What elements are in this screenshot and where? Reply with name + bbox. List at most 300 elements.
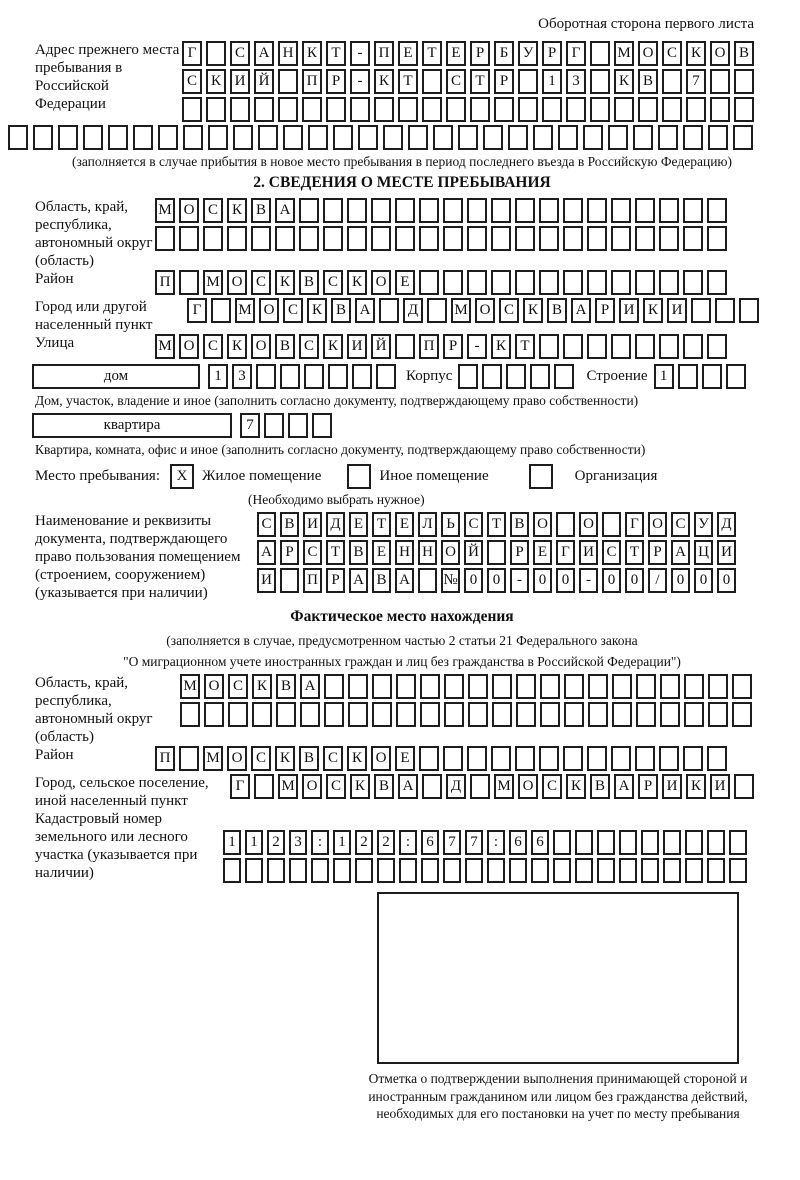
char-cell[interactable]: О [518, 774, 538, 799]
char-cell[interactable] [659, 746, 679, 771]
char-cell[interactable] [323, 226, 343, 251]
char-cell[interactable]: О [179, 334, 199, 359]
char-cell[interactable] [258, 125, 278, 150]
char-cell[interactable]: У [518, 41, 538, 66]
char-cell[interactable] [419, 198, 439, 223]
char-cell[interactable]: А [571, 298, 591, 323]
char-cell[interactable] [289, 858, 307, 883]
char-cell[interactable] [619, 858, 637, 883]
char-cell[interactable] [563, 226, 583, 251]
char-cell[interactable]: Г [230, 774, 250, 799]
char-cell[interactable]: 0 [717, 568, 736, 593]
char-cell[interactable] [446, 97, 466, 122]
stay-option-residential-checkbox[interactable]: X [170, 464, 194, 489]
char-cell[interactable] [256, 364, 276, 389]
char-cell[interactable] [333, 858, 351, 883]
char-cell[interactable]: С [303, 540, 322, 565]
char-cell[interactable] [233, 125, 253, 150]
char-cell[interactable] [223, 858, 241, 883]
char-cell[interactable] [283, 125, 303, 150]
char-cell[interactable] [487, 858, 505, 883]
char-cell[interactable]: 3 [566, 69, 586, 94]
char-cell[interactable] [179, 226, 199, 251]
char-cell[interactable]: 0 [464, 568, 483, 593]
char-cell[interactable]: Й [371, 334, 391, 359]
char-cell[interactable]: Г [625, 512, 644, 537]
char-cell[interactable]: 1 [333, 830, 351, 855]
char-cell[interactable] [467, 746, 487, 771]
char-cell[interactable] [588, 702, 608, 727]
char-cell[interactable] [708, 702, 728, 727]
char-cell[interactable]: Л [418, 512, 437, 537]
char-cell[interactable] [597, 858, 615, 883]
char-cell[interactable]: В [374, 774, 394, 799]
char-cell[interactable]: И [619, 298, 639, 323]
char-cell[interactable] [323, 198, 343, 223]
char-cell[interactable]: М [494, 774, 514, 799]
char-cell[interactable] [245, 858, 263, 883]
char-cell[interactable] [399, 858, 417, 883]
char-cell[interactable] [659, 226, 679, 251]
stay-option-other-checkbox[interactable] [347, 464, 371, 489]
char-cell[interactable] [684, 702, 704, 727]
char-cell[interactable] [275, 226, 295, 251]
char-cell[interactable]: 2 [267, 830, 285, 855]
char-cell[interactable]: Ь [441, 512, 460, 537]
char-cell[interactable]: - [579, 568, 598, 593]
char-cell[interactable] [587, 226, 607, 251]
char-cell[interactable]: Й [254, 69, 274, 94]
char-cell[interactable] [347, 198, 367, 223]
char-cell[interactable]: М [451, 298, 471, 323]
char-cell[interactable] [468, 702, 488, 727]
char-cell[interactable] [355, 858, 373, 883]
char-cell[interactable]: Д [403, 298, 423, 323]
char-cell[interactable]: 1 [223, 830, 241, 855]
char-cell[interactable]: В [547, 298, 567, 323]
char-cell[interactable] [208, 125, 228, 150]
char-cell[interactable]: П [419, 334, 439, 359]
char-cell[interactable] [590, 41, 610, 66]
char-cell[interactable] [491, 226, 511, 251]
char-cell[interactable]: О [371, 746, 391, 771]
char-cell[interactable]: И [662, 774, 682, 799]
char-cell[interactable] [482, 364, 502, 389]
char-cell[interactable] [350, 97, 370, 122]
char-cell[interactable]: С [251, 746, 271, 771]
char-cell[interactable]: С [464, 512, 483, 537]
char-cell[interactable] [420, 674, 440, 699]
char-cell[interactable] [433, 125, 453, 150]
char-cell[interactable]: К [347, 270, 367, 295]
char-cell[interactable] [539, 198, 559, 223]
char-cell[interactable]: С [203, 198, 223, 223]
char-cell[interactable]: К [307, 298, 327, 323]
char-cell[interactable] [304, 364, 324, 389]
char-cell[interactable]: Р [648, 540, 667, 565]
char-cell[interactable] [299, 226, 319, 251]
char-cell[interactable] [58, 125, 78, 150]
char-cell[interactable] [563, 746, 583, 771]
char-cell[interactable] [715, 298, 735, 323]
char-cell[interactable] [663, 830, 681, 855]
char-cell[interactable]: Н [278, 41, 298, 66]
char-cell[interactable] [312, 413, 332, 438]
char-cell[interactable]: Е [372, 540, 391, 565]
char-cell[interactable] [8, 125, 28, 150]
char-cell[interactable]: - [350, 41, 370, 66]
char-cell[interactable] [539, 226, 559, 251]
char-cell[interactable] [509, 858, 527, 883]
char-cell[interactable]: Р [326, 568, 345, 593]
char-cell[interactable] [254, 774, 274, 799]
char-cell[interactable] [614, 97, 634, 122]
char-cell[interactable] [575, 830, 593, 855]
char-cell[interactable]: Е [446, 41, 466, 66]
char-cell[interactable]: О [302, 774, 322, 799]
char-cell[interactable]: О [259, 298, 279, 323]
char-cell[interactable]: К [227, 334, 247, 359]
char-cell[interactable] [678, 364, 698, 389]
char-cell[interactable]: Т [470, 69, 490, 94]
char-cell[interactable]: 7 [443, 830, 461, 855]
char-cell[interactable] [683, 198, 703, 223]
char-cell[interactable] [587, 334, 607, 359]
char-cell[interactable] [444, 702, 464, 727]
char-cell[interactable]: К [275, 746, 295, 771]
char-cell[interactable] [635, 334, 655, 359]
char-cell[interactable] [491, 198, 511, 223]
char-cell[interactable]: 1 [654, 364, 674, 389]
char-cell[interactable]: 1 [208, 364, 228, 389]
char-cell[interactable] [563, 334, 583, 359]
char-cell[interactable]: Т [398, 69, 418, 94]
char-cell[interactable] [230, 97, 250, 122]
char-cell[interactable]: К [275, 270, 295, 295]
char-cell[interactable]: В [331, 298, 351, 323]
char-cell[interactable] [659, 334, 679, 359]
char-cell[interactable]: Т [625, 540, 644, 565]
char-cell[interactable]: П [155, 746, 175, 771]
char-cell[interactable] [587, 198, 607, 223]
char-cell[interactable]: Г [556, 540, 575, 565]
char-cell[interactable] [641, 830, 659, 855]
char-cell[interactable] [328, 364, 348, 389]
char-cell[interactable] [590, 69, 610, 94]
char-cell[interactable]: 6 [531, 830, 549, 855]
char-cell[interactable]: В [734, 41, 754, 66]
stay-option-organization-checkbox[interactable] [529, 464, 553, 489]
char-cell[interactable] [659, 198, 679, 223]
char-cell[interactable]: У [694, 512, 713, 537]
char-cell[interactable]: Т [326, 540, 345, 565]
char-cell[interactable] [227, 226, 247, 251]
char-cell[interactable] [554, 364, 574, 389]
char-cell[interactable] [733, 125, 753, 150]
char-cell[interactable]: 0 [487, 568, 506, 593]
char-cell[interactable] [710, 97, 730, 122]
char-cell[interactable] [458, 125, 478, 150]
char-cell[interactable]: С [499, 298, 519, 323]
char-cell[interactable]: Р [280, 540, 299, 565]
char-cell[interactable]: К [523, 298, 543, 323]
char-cell[interactable] [612, 702, 632, 727]
char-cell[interactable]: : [311, 830, 329, 855]
char-cell[interactable]: Е [533, 540, 552, 565]
char-cell[interactable] [515, 746, 535, 771]
char-cell[interactable] [183, 125, 203, 150]
char-cell[interactable]: В [275, 334, 295, 359]
char-cell[interactable] [602, 512, 621, 537]
char-cell[interactable] [467, 270, 487, 295]
char-cell[interactable] [458, 364, 478, 389]
char-cell[interactable]: И [667, 298, 687, 323]
char-cell[interactable] [396, 674, 416, 699]
char-cell[interactable] [660, 674, 680, 699]
char-cell[interactable] [611, 226, 631, 251]
char-cell[interactable]: В [299, 270, 319, 295]
char-cell[interactable] [204, 702, 224, 727]
char-cell[interactable] [540, 702, 560, 727]
char-cell[interactable] [211, 298, 231, 323]
char-cell[interactable] [348, 674, 368, 699]
char-cell[interactable]: Р [494, 69, 514, 94]
char-cell[interactable]: А [257, 540, 276, 565]
char-cell[interactable] [276, 702, 296, 727]
char-cell[interactable] [708, 674, 728, 699]
char-cell[interactable]: 6 [509, 830, 527, 855]
char-cell[interactable]: 7 [240, 413, 260, 438]
char-cell[interactable] [590, 97, 610, 122]
char-cell[interactable] [533, 125, 553, 150]
char-cell[interactable] [347, 226, 367, 251]
char-cell[interactable]: Р [595, 298, 615, 323]
char-cell[interactable]: А [300, 674, 320, 699]
char-cell[interactable]: В [590, 774, 610, 799]
char-cell[interactable]: Т [372, 512, 391, 537]
char-cell[interactable]: К [643, 298, 663, 323]
char-cell[interactable] [583, 125, 603, 150]
char-cell[interactable]: К [323, 334, 343, 359]
char-cell[interactable]: С [230, 41, 250, 66]
char-cell[interactable]: О [371, 270, 391, 295]
char-cell[interactable]: М [180, 674, 200, 699]
char-cell[interactable] [465, 858, 483, 883]
char-cell[interactable]: А [671, 540, 690, 565]
char-cell[interactable]: С [542, 774, 562, 799]
char-cell[interactable]: Н [395, 540, 414, 565]
char-cell[interactable]: П [303, 568, 322, 593]
char-cell[interactable]: 1 [542, 69, 562, 94]
char-cell[interactable]: О [710, 41, 730, 66]
char-cell[interactable] [531, 858, 549, 883]
char-cell[interactable]: П [302, 69, 322, 94]
char-cell[interactable]: С [323, 270, 343, 295]
char-cell[interactable] [662, 97, 682, 122]
char-cell[interactable] [492, 702, 512, 727]
char-cell[interactable] [612, 674, 632, 699]
char-cell[interactable]: 2 [355, 830, 373, 855]
char-cell[interactable] [729, 858, 747, 883]
char-cell[interactable]: В [251, 198, 271, 223]
char-cell[interactable]: М [203, 270, 223, 295]
char-cell[interactable] [348, 702, 368, 727]
char-cell[interactable] [395, 334, 415, 359]
char-cell[interactable] [508, 125, 528, 150]
char-cell[interactable] [358, 125, 378, 150]
char-cell[interactable]: М [155, 198, 175, 223]
char-cell[interactable] [264, 413, 284, 438]
char-cell[interactable]: 2 [377, 830, 395, 855]
char-cell[interactable] [396, 702, 416, 727]
char-cell[interactable] [707, 334, 727, 359]
char-cell[interactable]: 7 [686, 69, 706, 94]
char-cell[interactable] [288, 413, 308, 438]
char-cell[interactable]: С [182, 69, 202, 94]
char-cell[interactable] [179, 270, 199, 295]
char-cell[interactable] [635, 270, 655, 295]
char-cell[interactable] [427, 298, 447, 323]
char-cell[interactable]: О [579, 512, 598, 537]
char-cell[interactable] [710, 69, 730, 94]
char-cell[interactable] [280, 568, 299, 593]
char-cell[interactable] [558, 125, 578, 150]
char-cell[interactable]: В [299, 746, 319, 771]
char-cell[interactable]: М [155, 334, 175, 359]
char-cell[interactable]: С [203, 334, 223, 359]
char-cell[interactable]: А [395, 568, 414, 593]
char-cell[interactable] [707, 858, 725, 883]
char-cell[interactable]: Д [326, 512, 345, 537]
char-cell[interactable] [515, 226, 535, 251]
char-cell[interactable] [133, 125, 153, 150]
char-cell[interactable]: 6 [421, 830, 439, 855]
char-cell[interactable]: К [686, 774, 706, 799]
char-cell[interactable]: К [206, 69, 226, 94]
char-cell[interactable] [683, 746, 703, 771]
char-cell[interactable]: № [441, 568, 460, 593]
char-cell[interactable] [686, 97, 706, 122]
char-cell[interactable] [352, 364, 372, 389]
char-cell[interactable] [180, 702, 200, 727]
char-cell[interactable] [491, 746, 511, 771]
char-cell[interactable] [575, 858, 593, 883]
char-cell[interactable] [443, 270, 463, 295]
char-cell[interactable]: И [347, 334, 367, 359]
char-cell[interactable]: С [602, 540, 621, 565]
char-cell[interactable] [636, 702, 656, 727]
char-cell[interactable]: К [350, 774, 370, 799]
char-cell[interactable] [641, 858, 659, 883]
char-cell[interactable]: Б [494, 41, 514, 66]
char-cell[interactable] [302, 97, 322, 122]
char-cell[interactable] [539, 746, 559, 771]
char-cell[interactable] [278, 97, 298, 122]
char-cell[interactable] [300, 702, 320, 727]
char-cell[interactable] [326, 97, 346, 122]
char-cell[interactable] [379, 298, 399, 323]
char-cell[interactable] [324, 674, 344, 699]
char-cell[interactable]: И [303, 512, 322, 537]
char-cell[interactable] [734, 97, 754, 122]
char-cell[interactable] [443, 226, 463, 251]
char-cell[interactable] [371, 226, 391, 251]
char-cell[interactable] [443, 746, 463, 771]
char-cell[interactable] [707, 746, 727, 771]
char-cell[interactable] [732, 674, 752, 699]
char-cell[interactable]: Е [395, 746, 415, 771]
char-cell[interactable] [684, 674, 704, 699]
char-cell[interactable]: О [648, 512, 667, 537]
char-cell[interactable] [563, 198, 583, 223]
char-cell[interactable] [422, 97, 442, 122]
char-cell[interactable] [685, 830, 703, 855]
char-cell[interactable] [254, 97, 274, 122]
char-cell[interactable]: / [648, 568, 667, 593]
char-cell[interactable]: А [349, 568, 368, 593]
char-cell[interactable] [280, 364, 300, 389]
char-cell[interactable] [566, 97, 586, 122]
char-cell[interactable]: Р [638, 774, 658, 799]
char-cell[interactable]: Е [395, 512, 414, 537]
char-cell[interactable] [539, 270, 559, 295]
char-cell[interactable]: О [227, 746, 247, 771]
char-cell[interactable] [408, 125, 428, 150]
char-cell[interactable] [206, 41, 226, 66]
char-cell[interactable]: О [475, 298, 495, 323]
char-cell[interactable]: 3 [289, 830, 307, 855]
char-cell[interactable] [636, 674, 656, 699]
char-cell[interactable] [372, 702, 392, 727]
char-cell[interactable] [683, 270, 703, 295]
char-cell[interactable] [563, 270, 583, 295]
char-cell[interactable] [732, 702, 752, 727]
char-cell[interactable] [659, 270, 679, 295]
char-cell[interactable] [419, 226, 439, 251]
char-cell[interactable]: К [374, 69, 394, 94]
char-cell[interactable] [324, 702, 344, 727]
char-cell[interactable] [420, 702, 440, 727]
char-cell[interactable] [707, 270, 727, 295]
char-cell[interactable]: Т [515, 334, 535, 359]
char-cell[interactable] [635, 198, 655, 223]
char-cell[interactable] [470, 774, 490, 799]
char-cell[interactable] [726, 364, 746, 389]
char-cell[interactable] [611, 334, 631, 359]
char-cell[interactable] [470, 97, 490, 122]
char-cell[interactable] [308, 125, 328, 150]
char-cell[interactable]: О [179, 198, 199, 223]
char-cell[interactable]: Р [542, 41, 562, 66]
char-cell[interactable] [383, 125, 403, 150]
char-cell[interactable]: В [510, 512, 529, 537]
char-cell[interactable] [371, 198, 391, 223]
char-cell[interactable] [660, 702, 680, 727]
char-cell[interactable]: Р [326, 69, 346, 94]
char-cell[interactable]: К [227, 198, 247, 223]
char-cell[interactable] [179, 746, 199, 771]
char-cell[interactable] [311, 858, 329, 883]
char-cell[interactable]: А [398, 774, 418, 799]
char-cell[interactable] [182, 97, 202, 122]
char-cell[interactable] [663, 858, 681, 883]
char-cell[interactable] [33, 125, 53, 150]
char-cell[interactable]: М [235, 298, 255, 323]
char-cell[interactable]: В [280, 512, 299, 537]
char-cell[interactable]: В [349, 540, 368, 565]
char-cell[interactable] [267, 858, 285, 883]
char-cell[interactable] [492, 674, 512, 699]
